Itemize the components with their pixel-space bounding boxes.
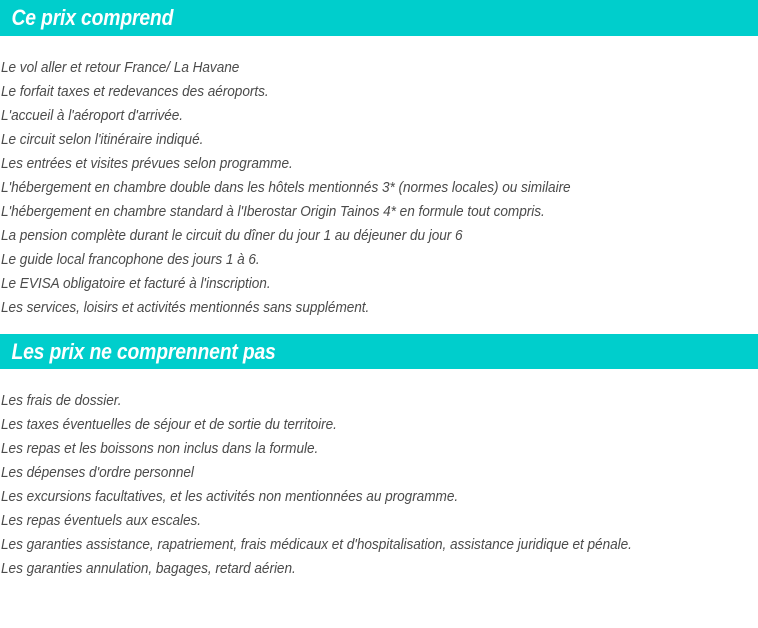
list-item: Les entrées et visites prévues selon programme.	[1, 156, 293, 172]
list-item: Le EVISA obligatoire et facturé à l'inscription.	[1, 276, 271, 292]
section-price-excludes	[0, 334, 758, 581]
list-item: Les services, loisirs et activités mentionnés sans supplément.	[1, 300, 370, 316]
section-title-excludes: Les prix ne comprennent pas	[11, 338, 276, 364]
section-header-banner-excludes	[0, 334, 758, 369]
list-item: Le circuit selon l'itinéraire indiqué.	[1, 132, 204, 148]
list-item: Les garanties assistance, rapatriement, frais médicaux et d'hospitalisation, assistance juridique et pénale.	[1, 537, 632, 553]
list-item: L'hébergement en chambre standard à l'Iberostar Origin Tainos 4* en formule tout compris.	[1, 204, 545, 220]
list-item: Les dépenses d'ordre personnel	[1, 465, 194, 481]
list-item: Les frais de dossier.	[1, 393, 122, 409]
section-header-banner-includes	[0, 0, 758, 36]
list-item: L'accueil à l'aéroport d'arrivée.	[1, 108, 184, 124]
list-item: Les garanties annulation, bagages, retard aérien.	[1, 561, 296, 577]
list-item: Le guide local francophone des jours 1 à 6.	[1, 252, 260, 268]
exclusions-list	[0, 369, 758, 581]
section-title-includes: Ce prix comprend	[11, 5, 174, 30]
list-item: Les repas et les boissons non inclus dans la formule.	[1, 441, 319, 457]
list-item: La pension complète durant le circuit du dîner du jour 1 au déjeuner du jour 6	[1, 228, 463, 244]
list-item: Les taxes éventuelles de séjour et de sortie du territoire.	[1, 417, 337, 433]
list-item: Le vol aller et retour France/ La Havane	[1, 60, 240, 76]
list-item: L'hébergement en chambre double dans les hôtels mentionnés 3* (normes locales) ou similaire	[1, 180, 571, 196]
inclusions-list	[0, 36, 758, 320]
list-item: Les repas éventuels aux escales.	[1, 513, 202, 529]
list-item: Le forfait taxes et redevances des aéroports.	[1, 84, 269, 100]
list-item: Les excursions facultatives, et les activités non mentionnées au programme.	[1, 489, 459, 505]
section-spacer	[0, 320, 758, 334]
